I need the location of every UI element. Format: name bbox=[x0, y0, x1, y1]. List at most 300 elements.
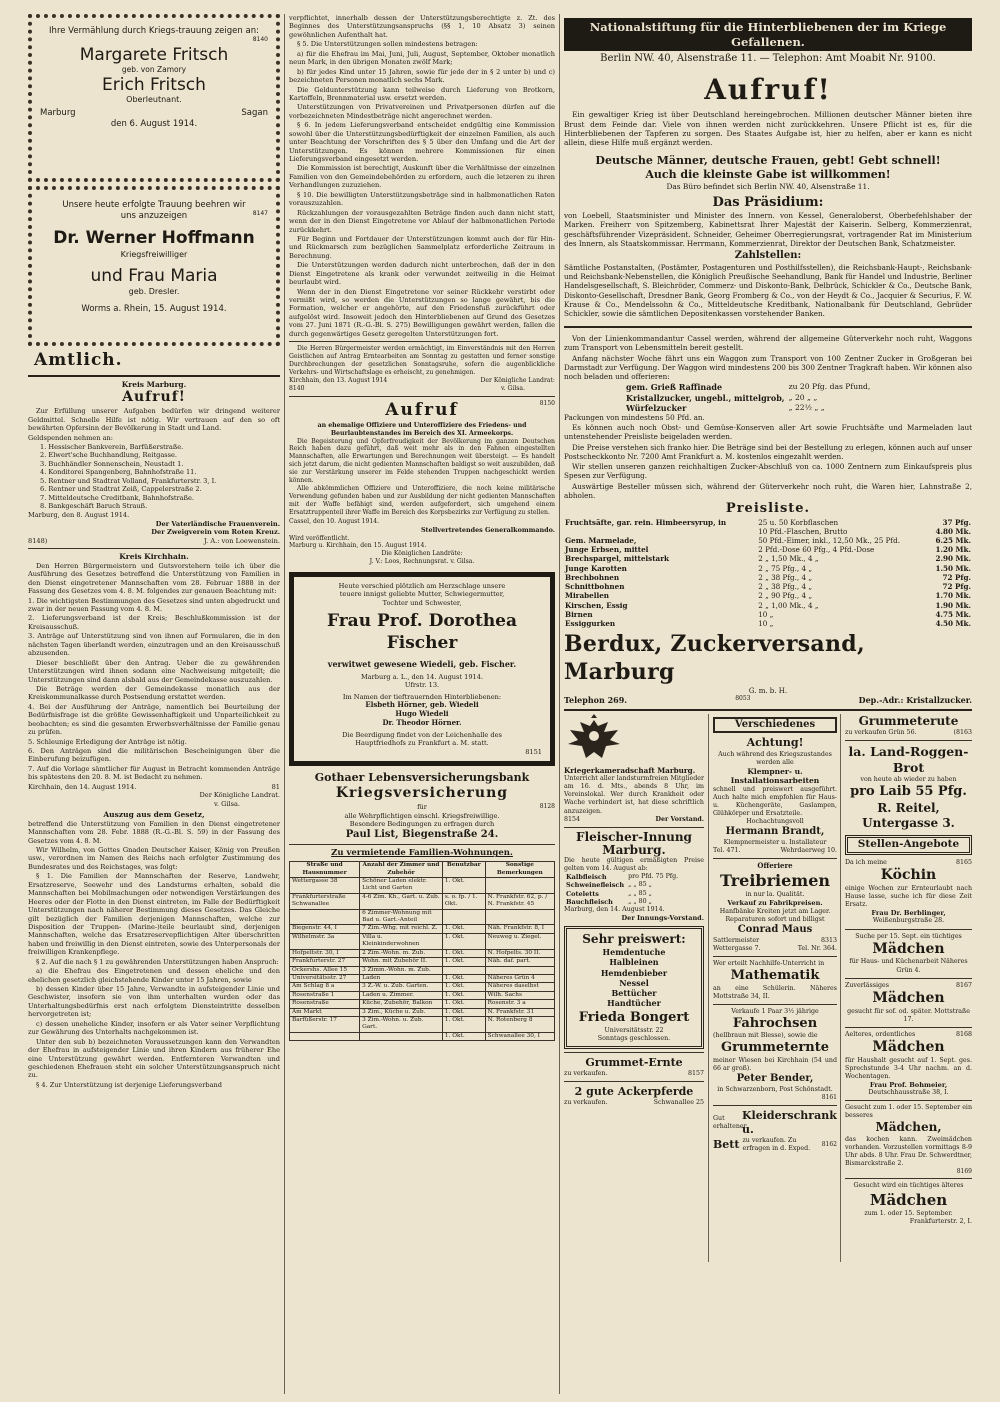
appeal-line: Deutsche Männer, deutsche Frauen, gebt! Gebt schnell! bbox=[595, 153, 941, 167]
product-pack: 2 „ 38 Pfg., 4 „ bbox=[758, 572, 813, 582]
table-cell: 1. Okt. bbox=[442, 1008, 485, 1016]
koechin-ad bbox=[845, 859, 972, 926]
table-cell: 4-6 Zim. Kh., Gart. u. Zub. bbox=[360, 893, 443, 909]
ad-text: Von der Linienkommandantur Cassel werden, während der allgemeine Güterverkehr noch ruht, Waggons zum Transport von Lebensmitteln bereit gestellt. bbox=[564, 334, 972, 353]
law-paragraph: c) dessen uneheliche Kinder, insofern er als Vater seiner Verpflichtung zur Gewährung des Unterhalts nachgekommen ist. bbox=[28, 1019, 280, 1037]
table-row bbox=[290, 1008, 555, 1016]
signature: v. Gilsa. bbox=[500, 385, 525, 393]
deceased-widow: verwitwet gewesene Wiedeli, geb. Fischer. bbox=[327, 658, 517, 669]
ad-title: Fahrochsen bbox=[732, 1015, 818, 1031]
table-row bbox=[564, 564, 972, 573]
table-row bbox=[290, 1032, 555, 1040]
ad-title: Mädchen bbox=[872, 940, 945, 957]
ad-text: meiner Wiesen bei Kirchhain (54 und 66 ar groß). bbox=[713, 1056, 837, 1073]
ad-text: gesucht für sof. od. später. Mottstraße 17. bbox=[847, 1007, 970, 1023]
classified-column-b bbox=[713, 714, 837, 1153]
meat-name: Bauchfleisch bbox=[566, 898, 613, 907]
ad-text: Suche per 15. Sept. ein tüchtiges bbox=[855, 932, 962, 940]
table-cell: Ockershs. Allee 15 bbox=[290, 966, 360, 974]
table-cell: Näheres daselbst bbox=[485, 983, 554, 991]
kirchhain-item: 6. Den Anträgen sind die militärischen Bescheinigungen über die Einberufung beizufügen. bbox=[28, 747, 280, 764]
signatory: Der Vorstand. bbox=[655, 815, 704, 823]
law-paragraph: Rückzahlungen der vorausgezahlten Beträge finden auch dann nicht statt, wenn der in den Dienst Eingetretene vor Ablauf der halbmonatlichen Periode zurückkehrt. bbox=[289, 208, 555, 234]
ad-title: 2 gute Ackerpferde bbox=[574, 1085, 694, 1099]
ad-text: zu verkaufen Grün 56. bbox=[845, 729, 917, 737]
table-cell: 6 Zimmer-Wohnung mit Bad u. Gart.-Anteil bbox=[360, 909, 443, 925]
ad-text: Auch während des Kriegszustandes werden alle bbox=[718, 750, 832, 766]
kirchhain-item: 7. Auf die Vorlage sämtlicher für August in Betracht kommenden Anträge bis spätestens den 20. 8. M. ist Bedacht zu nehmen. bbox=[28, 764, 280, 782]
sugar-price: zu 20 Pfg. das Pfund, bbox=[788, 382, 871, 392]
shop-name: Frieda Bongert bbox=[578, 1010, 690, 1026]
table-row bbox=[290, 966, 555, 974]
meat-name: Kalbfleisch bbox=[566, 873, 607, 882]
aufruf-officers-subtitle: an ehemalige Offiziere und Unteroffiziere des Friedens- und Beurlaubtenstandes im Bereich des XI. Armeekorps. bbox=[317, 421, 527, 437]
death-notice-fischer bbox=[289, 572, 555, 767]
product-price: 2.90 Mk. bbox=[935, 554, 971, 564]
law-paragraph: § 4. Zur Unterstützung ist derjenige Lieferungsverband bbox=[36, 1080, 222, 1089]
ad-greeting: Hochachtungsvoll bbox=[746, 818, 804, 826]
notice-ref: 8150 bbox=[539, 399, 555, 407]
meat-price: „ „ 85 „ bbox=[628, 881, 652, 889]
advertiser-trade: Sattlermeister bbox=[713, 936, 760, 944]
maus-treibriemen-ad bbox=[713, 862, 837, 953]
list-item bbox=[624, 382, 872, 392]
insurance-text: alle Wehrpflichtigen einschl. Kriegsfreiwillige. bbox=[344, 811, 500, 820]
law-paragraph: Die Unterstützungen werden dadurch nicht unterbrochen, daß der in den Dienst Eingetretene als krank oder verwundet zeitweilig in die Heimat beurlaubt wird. bbox=[289, 261, 555, 287]
ad-text: zum 1. oder 15. September. bbox=[864, 1209, 953, 1217]
ad-text: Gut erhaltener bbox=[713, 1114, 747, 1130]
auszug-heading: Auszug aus dem Gesetz, bbox=[103, 810, 205, 820]
zahlstellen-text: Sämtliche Postanstalten, (Postämter, Postagenturen und Posthilfsstellen), die Reichsbank-Haupt-, Reichsbank- und Reichsbank-Nebenstellen, die Königlich Preußische Seehandlung, Bank für Handel und Industrie, Berliner Handelsgesellschaft, S. Bleichröder, Commerz- und Diskonto-Bank, Delbrück, Schickler & Co., Deutsche Bank, Diskonto-Gesellschaft, Dresdner Bank, Georg Fromberg & Co., von der Heydt & Co., Jacquier & Securius, F. W. Krause & Co., Mendelssohn & Co., Mitteldeutsche Kreditbank, Nationalbank für Deutschland, Gebrüder Schickler, sowie die sämtlichen Depositenkassen vorstehender Banken. bbox=[564, 262, 972, 318]
product-pack: 2 „ 38 Pfg., 4 „ bbox=[758, 582, 813, 592]
kirchhain-text: Den Herren Bürgermeistern und Gutsvorstehern teile ich über die Ausführung des Gesetzes betreffend die Unterstützung von Familien in den Dienst eingetretener Mannschaften vom 28. Februar 1888 in der Fassung des Gesetzes vom 4. 8. M. folgendes zur genauen Beachtung mit: bbox=[28, 561, 280, 596]
product-name: Schnittbohnen bbox=[565, 582, 625, 592]
list-item bbox=[564, 898, 680, 906]
ad-title: Fleischer-Innung Marburg. bbox=[576, 829, 692, 857]
notice-ref: 8161 bbox=[821, 1093, 837, 1101]
meat-price: pro Pfd. 75 Pfg. bbox=[628, 873, 679, 881]
ad-text: zu verkaufen. Zu erfragen in d. Exped. bbox=[742, 1136, 811, 1152]
table-cell: 1. Okt. bbox=[442, 949, 485, 957]
notice-ref: 8165 bbox=[955, 858, 972, 866]
notice-ref: 8313 bbox=[820, 936, 837, 944]
table-row bbox=[290, 1000, 555, 1008]
product-pack: 10 „ bbox=[758, 609, 774, 619]
law-paragraph: Wenn der in den Dienst Eingetretene vor seiner Rückkehr verstirbt oder vermißt wird, so werden die Unterstützungen so lange gewährt, bis die Formation, welcher er angehörte, auf den Friedensfuß zurückführt oder aufgelöst wird. Insoweit jedoch den Hinterbliebenen auf Grund des Gesetzes vom 27. Juni 1871 (R.-G.-Bl. S. 275) Bewilligungen gewährt werden, fallen die durch gegenwärtiges Gesetz geregelten Unterstützungen fort. bbox=[289, 287, 555, 338]
column-header: Benutzbar bbox=[442, 862, 485, 878]
table-row bbox=[290, 974, 555, 982]
table-cell: Villa u. Kleinkinderwohnen bbox=[360, 933, 443, 949]
product-name: Kirschen, Essig bbox=[565, 600, 628, 610]
advertiser-phone: Tel. Nr. 364. bbox=[797, 944, 837, 952]
column-header: Straße und Hausnummer bbox=[290, 862, 360, 878]
ad-text: Hanfbänke Kreiten jetzt am Lager. bbox=[719, 907, 831, 915]
product-item: Halbleinen bbox=[609, 957, 659, 968]
wilhelm-preamble: Wir Wilhelm, von Gottes Gnaden Deutscher Kaiser, König von Preußen usw., verordnen im Namen des Reichs nach erfolgter Zustimmung des Bundesrates und des Reichstages, was folgt: bbox=[28, 846, 280, 871]
price-list-body bbox=[564, 518, 972, 629]
table-row bbox=[290, 925, 555, 933]
table-cell bbox=[360, 1032, 443, 1040]
notice-ref: 8162 bbox=[821, 1140, 837, 1148]
table-row bbox=[290, 991, 555, 999]
product-name: Essiggurken bbox=[565, 618, 616, 628]
table-row bbox=[564, 601, 972, 610]
ad-text: an eine Schülerin. Näheres Mottstraße 34, II. bbox=[713, 984, 837, 1000]
ad-text: das kochen kann. Zweimädchen vorhanden. Vorzustellen vormittags 8-9 Uhr abds. 8 Uhr. Frau Dr. Schwerdtner, Bismarckstraße 2. bbox=[845, 1135, 972, 1167]
meat-price: „ „ 85 „ bbox=[628, 889, 652, 897]
signature: v. Gilsa. bbox=[213, 799, 240, 808]
table-cell: Am Markt bbox=[290, 1008, 360, 1016]
table-cell: Universitätsstr. 27 bbox=[290, 974, 360, 982]
table-cell: Näh. daf. part. bbox=[485, 958, 554, 966]
table-cell: 1. Okt. bbox=[442, 1016, 485, 1032]
bender-grummet-ad bbox=[713, 1040, 837, 1101]
product-name: Gem. Marmelade, bbox=[565, 536, 637, 545]
ad-text: Wer erteilt Nachhilfe-Unterricht in bbox=[713, 959, 825, 967]
flats-table bbox=[289, 861, 555, 1041]
table-cell: Wilh. Sachs bbox=[485, 991, 554, 999]
column-rule bbox=[559, 14, 560, 1394]
kirchhain-item: 1. Die wichtigsten Bestimmungen des Gesetzes sind unten abgedruckt und zwar in der neuen Fassung vom 4. 8. M. bbox=[28, 596, 280, 614]
ad-text: Zuverlässiges bbox=[845, 981, 889, 989]
ad-text: Reparaturen sofort und billigst bbox=[725, 915, 825, 923]
table-cell: Wilhelmstr. 3a bbox=[290, 933, 360, 949]
list-item bbox=[564, 890, 680, 898]
flats-table-body bbox=[290, 878, 555, 1041]
law-paragraph: Unter den sub b) bezeichneten Voraussetzungen kann den Verwandten der Ehefrau in aufsteigender Linie und ihren Kindern aus früherer Ehe eine Unterstützung gewährt werden. Entfernteren Verwandten und geschiedenen Ehefrauen steht ein solcher Unterstützungsanspruch nicht zu. bbox=[28, 1037, 280, 1080]
advertiser-name: R. Reitel, Untergasse 3. bbox=[862, 800, 955, 831]
insurance-subtitle: Kriegsversicherung bbox=[335, 785, 509, 802]
ad-text: Es können auch noch Obst- und Gemüse-Konserven aller Art sowie Fruchtsäfte und Marmeladen laut untenstehender Preisliste beigeladen werden. bbox=[564, 423, 972, 442]
table-cell: Schwanallee 30, I bbox=[485, 1032, 554, 1040]
signatory: Der Königliche Landrat: bbox=[480, 377, 555, 385]
law-paragraph: b) dessen Kinder über 15 Jahre, Verwandte in aufsteigender Linie und Geschwister, insofern sie von ihm unterhalten wurden oder das Unterhaltungsbedürfnis erst nach erfolgtem Diensteintritte desselben hervorgetreten ist; bbox=[28, 985, 280, 1019]
aufruf-officers-text: Die Begeisterung und Opferfreudigkeit der Bevölkerung im ganzen Deutschen Reich haben dazu geführt, daß weit mehr als in den Fahnen eingestellten Mannschaften, alle Erwartungen und Berechnungen weit übersteigt. — Es handelt sich jetzt darum, die nicht gedienten Mannschaften baldigst so weit auszubilden, daß sie zur Verstärkung unserer im Felde stehenden Truppen nachgeschickt werden können. bbox=[289, 437, 555, 484]
advertiser-address: Wehrdaerweg 10. bbox=[780, 846, 837, 854]
marriage-notice-fritsch bbox=[28, 14, 280, 182]
section-title: Stellen-Angebote bbox=[857, 838, 960, 851]
aufruf-heading: Aufruf! bbox=[122, 389, 186, 406]
table-cell bbox=[442, 966, 485, 974]
column-left bbox=[28, 14, 280, 1394]
groom-rank: Oberleutnant. bbox=[126, 95, 182, 105]
foundation-header: Nationalstiftung für die Hinterbliebenen der im Kriege Gefallenen. bbox=[564, 18, 972, 51]
notice-ref: 8167 bbox=[955, 981, 972, 989]
groom-name: Dr. Werner Hoffmann bbox=[53, 227, 255, 248]
table-cell bbox=[290, 1032, 360, 1040]
mourner-name: Dr. Theodor Hörner. bbox=[382, 718, 462, 727]
sugar-name: Würfelzucker bbox=[626, 402, 687, 413]
aufruf-text: Zur Erfüllung unserer Aufgaben bedürfen wir dringend weiterer Geldmittel. Schnelle Hilfe ist nötig. Wir vertrauen auf den so oft bewährten Opfersinn der Bevölkerung in Stadt und Land. bbox=[28, 407, 280, 433]
bongert-textile-ad bbox=[564, 926, 704, 1049]
table-header-row bbox=[290, 862, 555, 878]
table-cell: Hofpeltstr. 30, I bbox=[290, 949, 360, 957]
law-paragraph: § 2. Auf die nach § 1 zu gewährenden Unterstützungen haben Anspruch: bbox=[36, 957, 279, 966]
shop-hours: Sonntags geschlossen. bbox=[597, 1035, 671, 1043]
list-item: 3. Buchhändler Sonnenschein, Neustadt 1. bbox=[40, 459, 184, 468]
maedchen-ad bbox=[845, 1182, 972, 1225]
ad-text: für Haushalt gesucht auf 1. Sept. ges. Sprechstunde 3-4 Uhr nachm. an d. Wochentagen. bbox=[845, 1056, 972, 1080]
kirchhain-item: 3. Anträge auf Unterstützung sind von ihnen auf Formularen, die in den nächsten Tagen überlandt werden, einzutragen und an den Kreisausschuß abzusenden. bbox=[28, 632, 280, 658]
table-cell: 1. Okt. bbox=[442, 1032, 485, 1040]
law-paragraph: a) die Ehefrau des Eingetretenen und dessen eheliche und den ehelichen gesetzlich gleichstehende Kinder unter 15 Jahren, sowie bbox=[28, 967, 280, 984]
maedchen-ad bbox=[845, 1104, 972, 1175]
ad-text: für Haus- und Küchenarbeit Näheres Grün 4. bbox=[849, 958, 968, 974]
berdux-sugar-ad bbox=[564, 334, 972, 706]
company-form: G. m. b. H. bbox=[748, 686, 788, 695]
law-paragraph: § 5. Die Unterstützungen sollen mindestens betragen: bbox=[297, 40, 478, 49]
groom-rank: Kriegsfreiwilliger bbox=[120, 249, 188, 259]
notice-ref: 8128 bbox=[539, 803, 555, 811]
table-cell: 1. Okt. bbox=[442, 933, 485, 949]
advertiser-name: Conrad Maus bbox=[737, 923, 813, 935]
table-cell: 1. Okt. bbox=[442, 958, 485, 966]
ad-text: Gesucht zum 1. oder 15. September ein besseres bbox=[845, 1104, 972, 1120]
column-rule bbox=[284, 14, 285, 1394]
ad-title: la. Land-Roggen-Brot bbox=[848, 744, 969, 776]
product-name bbox=[564, 527, 757, 536]
ad-text: von heute ab wieder zu haben bbox=[860, 776, 957, 784]
advertiser-address: Deutschhausstraße 38, I. bbox=[868, 1089, 949, 1097]
table-cell: Näheres Grün 4 bbox=[485, 974, 554, 982]
mourner-name: Elsbeth Hörner, geb. Wiedeli bbox=[365, 700, 479, 710]
table-cell: Am Schlag 8 a bbox=[290, 983, 360, 991]
foundation-address: Berlin NW. 40, Alsenstraße 11. — Telephon: Amt Moabit Nr. 9100. bbox=[600, 53, 936, 65]
ad-text: Aelteres, ordentliches bbox=[845, 1030, 916, 1038]
product-item: Hemdenbieber bbox=[600, 967, 668, 978]
mourners-intro: Im Namen der tieftrauernden Hinterbliebenen: bbox=[342, 692, 502, 701]
ad-title: Grummet-Ernte bbox=[585, 1056, 683, 1070]
sunday-work-notice: Die Herren Bürgermeister werden ermächtigt, im Einverständnis mit den Herren Geistlichen auf Antrag Erntearbeiten am Sonntag zu gestatten und ferner sonstige Durchbrechungen der gesetzlichen Sonntagsruhe, sofern die augenblickliche Verkehrs- und Wirtschaftslage es erheischt, zu genehmigen. bbox=[289, 345, 555, 376]
table-cell: 3 Zim., Küche u. Zub. bbox=[360, 1008, 443, 1016]
ad-text: schnell und preiswert ausgeführt. Auch halte mich empfohlen für Haus- u. Küchengeräte, Gaslampen, Glühkörper und Ersatzteile. bbox=[713, 785, 837, 817]
list-item: 1. Hessischer Bankverein, Barfüßerstraße. bbox=[40, 443, 184, 451]
product-price: 1.50 Mk. bbox=[935, 563, 971, 573]
table-cell: Neuweg u. Ziegel. bbox=[485, 933, 554, 949]
product-pack: 2 „ 75 Pfg., 4 „ bbox=[758, 563, 813, 573]
classified-column-c bbox=[845, 714, 972, 1226]
ad-text: Verkauf zu Fabrikpreisen. bbox=[727, 899, 823, 908]
notice-ref: 8140 bbox=[252, 36, 268, 43]
kleiderschrank-ad bbox=[713, 1109, 837, 1153]
column-header: Anzahl der Zimmer und Zubehör bbox=[360, 862, 443, 878]
kirchhain-date: Kirchhain, den 14. August 1914. bbox=[28, 782, 137, 791]
product-item: Bettücher bbox=[611, 988, 657, 998]
kirchhain-item: 2. Lieferungsverband ist der Kreis; Beschlußkommission ist der Kreisausschuß. bbox=[28, 614, 280, 631]
list-item: 6. Rentner und Stadtrat Zeiß, Cappelerstraße 2. bbox=[40, 485, 202, 494]
place-left: Marburg bbox=[40, 108, 76, 119]
table-cell: Wohn. mit Zubehör II. bbox=[360, 958, 443, 966]
foundation-office: Das Büro befindet sich Berlin NW. 40, Alsenstraße 11. bbox=[666, 182, 870, 192]
notice-intro: Ihre Vermählung durch Kriegs-trauung zeigen an: bbox=[49, 26, 259, 36]
table-row bbox=[290, 878, 555, 894]
law-paragraph: Für Beginn und Fortdauer der Unterstützungen kommt auch der für Hin- und Rückmarsch zum bezüglichen Sammelplatz erforderliche Zeitraum in Berechnung. bbox=[289, 234, 555, 260]
law-paragraph: § 6. In jedem Lieferungsverband entscheidet endgültig eine Kommission sowohl über die Unterstützungsbedürftigkeit der einzelnen Familien, als auch unter Beachtung der Vorschriften des § 5 über den Umfang und die Art der Unterstützungen. Es können mehrere Kommissionen für einen Lieferungsverband eingesetzt werden. bbox=[289, 121, 555, 163]
notice-ref: 8147 bbox=[252, 210, 268, 217]
ad-title: Grummeterute bbox=[858, 713, 959, 728]
ad-text: Die Preise verstehen sich franko hier. Die Beträge sind bei der Bestellung zu erlegen, können auch auf unser Postscheckkonto Nr. 7200 Amt Frankfurt a. M. kostenlos eingezahlt werden. bbox=[564, 442, 972, 461]
newspaper-page bbox=[28, 14, 972, 1394]
maedchen-ad bbox=[845, 982, 972, 1024]
meat-name: Coteletts bbox=[566, 889, 599, 898]
product-price: 6.25 Mk. bbox=[935, 536, 971, 545]
ad-text: in nur la. Qualität. bbox=[745, 891, 805, 899]
ad-text: Verkaufe 1 Paar 3½ jährige bbox=[731, 1007, 819, 1015]
list-item: 8. Bankgeschäft Baruch Strauß. bbox=[40, 502, 148, 511]
list-item bbox=[624, 403, 872, 413]
table-cell: Schöner Laden elektr. Licht und Garten bbox=[360, 878, 443, 894]
ad-title: Kleiderschrank u. bbox=[742, 1108, 837, 1136]
list-item bbox=[624, 393, 872, 403]
law-paragraph: Die Kommission ist berechtigt, Auskunft über die Verhältnisse der einzelnen Familien von den Gemeindebehörden zu erfordern, auch die letzeren zu ihren Verhandlungen zuzuziehen. bbox=[289, 164, 555, 190]
ad-date: Marburg, den 14. August 1914. bbox=[564, 906, 665, 914]
list-item bbox=[564, 881, 680, 889]
flats-table-title: Zu vermietende Familien-Wohnungen. bbox=[331, 848, 513, 859]
ad-text: zu verkaufen. bbox=[564, 1099, 608, 1107]
column-right bbox=[564, 14, 972, 1394]
table-cell: Frankfurterstr. 27 bbox=[290, 958, 360, 966]
product-price: 72 Pfg. bbox=[942, 572, 971, 582]
list-item: 4. Konditorei Spangenberg, Bahnhofstraße 11. bbox=[40, 468, 197, 477]
insurance-agent: Paul List, Biegenstraße 24. bbox=[345, 828, 499, 840]
table-cell: Biegenstr. 44, I bbox=[290, 925, 360, 933]
kreis-kirchhain-heading: Kreis Kirchhain. bbox=[119, 552, 189, 562]
table-cell: 1. Okt. bbox=[442, 925, 485, 933]
deceased-name: Frau Prof. Dorothea Fischer bbox=[326, 611, 518, 653]
table-cell: 3 Zimm.-Wohn. m. Zub. bbox=[360, 966, 443, 974]
advertiser-address: Weißenburgstraße 28. bbox=[872, 917, 945, 925]
fleischer-innung-ad bbox=[564, 831, 704, 923]
classified-ads bbox=[564, 714, 972, 1262]
notice-date: Marburg u. Kirchhain, den 15. August 1914. bbox=[289, 542, 427, 550]
table-cell bbox=[442, 909, 485, 925]
table-row bbox=[564, 582, 972, 591]
table-row bbox=[564, 527, 972, 536]
product-pack: 2 „ 1,00 Mk., 4 „ bbox=[758, 600, 819, 610]
product-name: Junge Erbsen, mittel bbox=[565, 545, 649, 555]
ad-title: Sehr preiswert: bbox=[582, 931, 686, 946]
product-price: 4.80 Mk. bbox=[935, 526, 971, 536]
kirchhain-item: Dieser beschließt über den Antrag. Ueber die zu gewährenden Unterstützungen wird ihnen sodann eine Nachweisung mitgeteilt; die Unterstützungen sind dann alsbald aus der Gemeindekasse auszuzahlen. bbox=[28, 658, 280, 684]
product-price: 72 Pfg. bbox=[942, 582, 971, 592]
ad-title: Mädchen, bbox=[875, 1120, 942, 1135]
funeral-info: Die Beerdigung findet von der Leichenhalle des Hauptfriedhofs zu Frankfurt a. M. statt. bbox=[342, 730, 502, 748]
table-cell: Rosenstraße bbox=[290, 1000, 360, 1008]
notice-date: den 6. August 1914. bbox=[110, 119, 198, 130]
table-cell: Rosenstraße 1 bbox=[290, 991, 360, 999]
table-cell: 1. Okt. bbox=[442, 1000, 485, 1008]
foundation-aufruf-text: Ein gewaltiger Krieg ist über Deutschland hereingebrochen. Millionen deutscher Männer bieten ihre Brust dem Feinde dar. Viele von ihnen werden nicht zurückkehren. Unsere Pflicht ist es, für die Hinterbliebenen der Tapferen zu sorgen. Des Staates Aufgabe ist, hier zu helfen, aber er kann es nicht allein, diese Hilfe muß ergänzt werden. bbox=[564, 110, 972, 148]
table-cell: Frankfurterstraße Schwanallee bbox=[290, 893, 360, 909]
table-cell: Laden bbox=[360, 974, 443, 982]
table-row bbox=[564, 518, 972, 527]
advertiser-address: Frankfurterstr. 2, I. bbox=[909, 1217, 972, 1225]
ad-text: einige Wochen zur Ernteurlaubt nach Hause lasse, suche ich für diese Zeit Ersatz. bbox=[845, 884, 972, 908]
ad-title: Mädchen bbox=[872, 989, 945, 1006]
table-cell: Laden u. Zimmer. bbox=[360, 991, 443, 999]
table-cell: 1. Okt. bbox=[442, 974, 485, 982]
column-middle bbox=[289, 14, 555, 1394]
table-row bbox=[564, 536, 972, 545]
product-pack: 10 „ bbox=[758, 618, 774, 628]
law-paragraph: Unterstützungen von Privatvereinen und Privatpersonen dürfen auf die vorbezeichneten Mindestbeträge nicht angerechnet werden. bbox=[289, 103, 555, 120]
table-cell: 1. Okt. bbox=[442, 983, 485, 991]
signatory: Der Vaterländische Frauenverein. bbox=[155, 519, 280, 528]
ad-text: Unterricht aller landsturmfreien Mitglieder am 16. d. Mts., abends 8 Uhr, im Vereinslokal. Wer durch Krankheit oder Wache verhindert ist, hat diese schriftlich anzuzeigen. bbox=[564, 775, 704, 815]
product-price: 1.90 Mk. bbox=[935, 600, 971, 610]
sugar-price: „ 20 „ „ bbox=[788, 392, 818, 402]
ad-text: Gesucht wird ein tüchtiges älteres bbox=[853, 1182, 964, 1190]
stellen-angebote-heading bbox=[845, 835, 972, 854]
groom-name: Erich Fritsch bbox=[102, 74, 206, 95]
signatory: Die Königlichen Landräte: bbox=[381, 550, 463, 558]
product-item: Handtücher bbox=[607, 998, 661, 1009]
mourner-name: Hugo Wiedeli bbox=[395, 709, 449, 719]
notice-ref: 8154 bbox=[564, 815, 581, 823]
ad-title: Bett bbox=[713, 1137, 740, 1151]
appeal-line: Auch die kleinste Gabe ist willkommen! bbox=[645, 168, 891, 182]
price-list-table bbox=[564, 518, 972, 629]
column-header: Sonstige Bemerkungen bbox=[485, 862, 554, 878]
product-name: Fruchtsäfte, gar. rein. Himbeersyrup, in bbox=[565, 517, 727, 527]
advertiser-address: Wettergasse 7. bbox=[713, 944, 761, 952]
notice-ref: 8148) bbox=[28, 536, 48, 545]
publication-note: Wird veröffentlicht. bbox=[289, 534, 350, 542]
verschiedenes-heading bbox=[713, 717, 837, 734]
insurance-title: Gothaer Lebensversicherungsbank bbox=[314, 771, 530, 785]
praesidium-text: von Loebell, Staatsminister und Minister des Innern. von Kessel, Generaloberst, Oberbefehlshaber der Marken. Freiherr von Spitzemberg, Kabinettsrat Ihrer Majestät der Kaiserin. Selberg, Kommerzienrat, geschäftsführender Vizepräsident. Schneider, Geheimer Oberregierungsrat, vortragender Rat im Ministerium des Innern, als Staatskommissar. Herrmann, Kommerzienrat, Direktor der Deutschen Bank, Schatzmeister. bbox=[564, 211, 972, 248]
table-row bbox=[564, 610, 972, 619]
signatory: Der Innungs-Vorstand. bbox=[621, 914, 704, 923]
list-item bbox=[564, 873, 680, 881]
ad-text: Packungen von mindestens 50 Pfd. an. bbox=[564, 412, 705, 422]
ad-subtitle: Klempner- u. Installationsarbeiten bbox=[730, 766, 820, 786]
table-cell: Rosenstr. 3 a bbox=[485, 1000, 554, 1008]
law-paragraph: § 10. Die bewilligten Unterstützungsbeträge sind in halbmonatlichen Raten vorauszuzahlen. bbox=[289, 190, 555, 208]
product-item: Hemdentuche bbox=[602, 947, 666, 958]
signatory: Stellvertretendes Generalkommando. bbox=[420, 526, 555, 535]
table-row bbox=[564, 591, 972, 600]
product-item: Nessel bbox=[619, 977, 649, 988]
meat-price: „ „ 80 „ bbox=[628, 898, 652, 906]
bride-maiden-name: geb. von Zamory bbox=[121, 65, 187, 75]
law-paragraph: b) für jedes Kind unter 15 Jahren, sowie für jede der in § 2 unter b) und c) bezeichneten Personen monatlich sechs Mark. bbox=[289, 67, 555, 85]
mathematik-ad bbox=[713, 960, 837, 1001]
table-row bbox=[290, 1016, 555, 1032]
section-title-amtlich: Amtlich. bbox=[34, 350, 123, 370]
product-pack: 10 Pfd.-Flaschen, Brutto bbox=[758, 526, 848, 536]
advertiser-name: Frau Prof. Bohmeier, bbox=[869, 1080, 948, 1089]
product-pack: 2 Pfd.-Dose 60 Pfg., 4 Pfd.-Dose bbox=[758, 545, 875, 555]
table-cell: 2 Zim.-Wohn. m. Zub. bbox=[360, 949, 443, 957]
ad-title: Mädchen bbox=[872, 1038, 945, 1055]
aufruf-officers-text: Alle abkömmlichen Offiziere und Unteroffiziere, die noch keine militärische Verwendung gefunden haben und zur Ausbildung der nicht gedienten Mannschaften mit der Waffe befähigt sind, werden aufgefordert, sich umgehend einem Ersatztruppenteil ihrer Waffe im Bereich des Korpsbezirks zur Verfügung zu stellen. bbox=[289, 485, 555, 516]
advertiser-name: Hermann Brandt, bbox=[725, 826, 825, 838]
notice-date: Kirchhain, den 13. August 1914 bbox=[289, 377, 388, 385]
notice-intro: Unsere heute erfolgte Trauung beehren wir uns anzuzeigen bbox=[62, 200, 246, 221]
table-row bbox=[564, 619, 972, 628]
list-item: 2. Elwert'sche Buchhandlung, Reitgasse. bbox=[40, 451, 178, 460]
product-name: Mirabellen bbox=[565, 591, 609, 601]
table-cell: 1. Okt. bbox=[442, 991, 485, 999]
table-cell bbox=[485, 878, 554, 894]
list-item: 7. Mitteldeutsche Creditbank, Bahnhofstraße. bbox=[40, 493, 195, 502]
table-cell: 3 Zim.-Wohn. u. Zub. Gart. bbox=[360, 1016, 443, 1032]
fahrochsen-ad bbox=[713, 1008, 837, 1041]
notice-ref: 8140 bbox=[289, 385, 305, 393]
table-row bbox=[564, 554, 972, 563]
death-address: Ufrstr. 13. bbox=[404, 681, 440, 690]
